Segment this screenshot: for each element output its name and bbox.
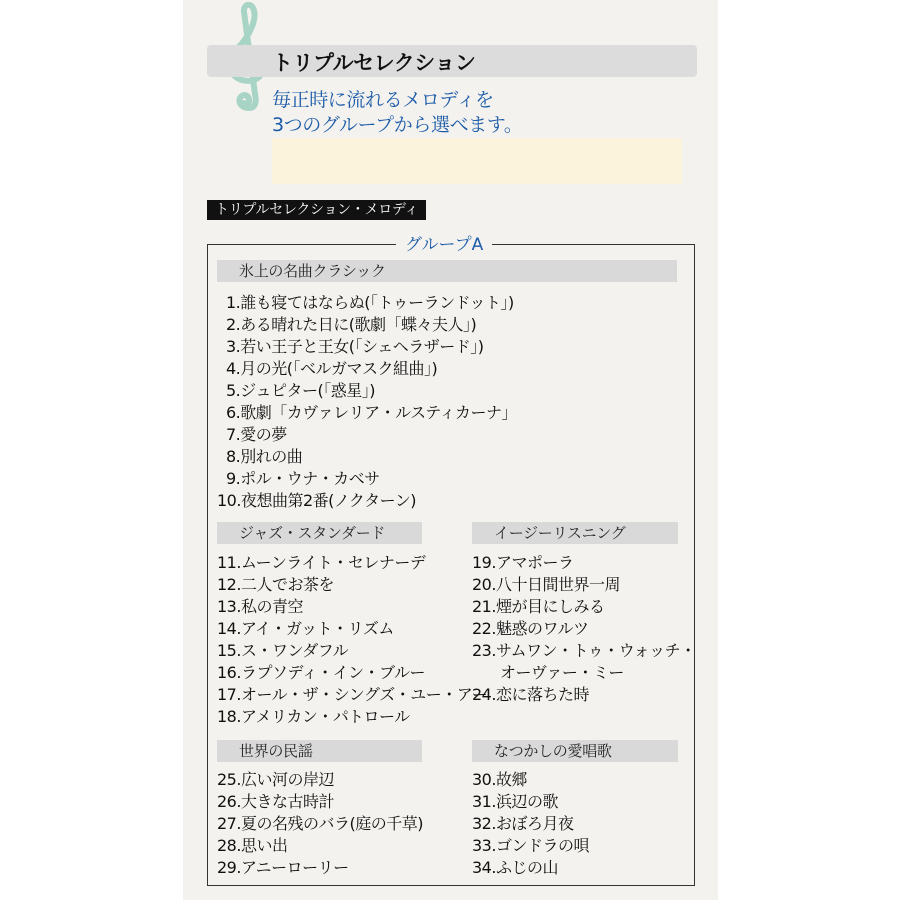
list-item: 13.私の青空 xyxy=(217,597,303,616)
list-item: 2.ある晴れた日に(歌劇「蝶々夫人」) xyxy=(226,315,477,334)
list-item: 5.ジュピター(「惑星」) xyxy=(226,381,375,400)
list-item: 10.夜想曲第2番(ノクターン) xyxy=(217,491,416,510)
list-item: 22.魅惑のワルツ xyxy=(472,619,589,638)
list-item: 6.歌劇「カヴァレリア・ルスティカーナ」 xyxy=(226,403,518,422)
description xyxy=(272,88,522,138)
list-item: 26.大きな古時計 xyxy=(217,792,334,811)
list-item: 21.煙が目にしみる xyxy=(472,597,605,616)
list-item: 4.月の光(「ベルガマスク組曲」) xyxy=(226,359,438,378)
list-item: 8.別れの曲 xyxy=(226,447,303,466)
list-item: 30.故郷 xyxy=(472,770,527,789)
list-item: 27.夏の名残のバラ(庭の千草) xyxy=(217,814,423,833)
list-item: 25.広い河の岸辺 xyxy=(217,770,334,789)
group-name: グループA xyxy=(396,234,492,256)
list-item: 3.若い王子と王女(「シェヘラザード」) xyxy=(226,337,484,356)
list-item: 18.アメリカン・パトロール xyxy=(217,707,410,726)
note-box xyxy=(272,138,682,184)
list-item: 12.二人でお茶を xyxy=(217,575,334,594)
list-item: 29.アニーローリー xyxy=(217,858,349,877)
category-header-jazz: ジャズ・スタンダード xyxy=(217,522,422,544)
list-item: 14.アイ・ガット・リズム xyxy=(217,619,394,638)
list-item: 33.ゴンドラの唄 xyxy=(472,836,589,855)
page-title: トリプルセレクション xyxy=(272,51,476,75)
list-item: 16.ラプソディ・イン・ブルー xyxy=(217,663,426,682)
list-item-continued: オーヴァー・ミー xyxy=(500,663,624,682)
list-item: 20.八十日間世界一周 xyxy=(472,575,620,594)
list-item: 1.誰も寝てはならぬ(「トゥーランドット」) xyxy=(226,293,514,312)
category-header-folk: 世界の民謡 xyxy=(217,740,422,762)
category-header-nostalgic: なつかしの愛唱歌 xyxy=(472,740,678,762)
list-item: 11.ムーンライト・セレナーデ xyxy=(217,553,426,572)
description-line: 3つのグループから選べます。 xyxy=(272,114,523,136)
category-header-classic: 氷上の名曲クラシック xyxy=(217,260,677,282)
section-label: トリプルセレクション・メロディ xyxy=(207,200,426,220)
list-item: 17.オール・ザ・シングズ・ユー・アー xyxy=(217,685,488,704)
list-item: 9.ポル・ウナ・カベサ xyxy=(226,469,380,488)
list-item: 7.愛の夢 xyxy=(226,425,287,444)
list-item: 23.サムワン・トゥ・ウォッチ・ xyxy=(472,641,696,660)
list-item: 15.ス・ワンダフル xyxy=(217,641,349,660)
list-item: 31.浜辺の歌 xyxy=(472,792,558,811)
description-line: 毎正時に流れるメロディを xyxy=(272,89,494,111)
list-item: 24.恋に落ちた時 xyxy=(472,685,589,704)
category-header-easy-listening: イージーリスニング xyxy=(472,522,678,544)
list-item: 28.思い出 xyxy=(217,836,288,855)
list-item: 19.アマポーラ xyxy=(472,553,574,572)
list-item: 34.ふじの山 xyxy=(472,858,558,877)
list-item: 32.おぼろ月夜 xyxy=(472,814,574,833)
